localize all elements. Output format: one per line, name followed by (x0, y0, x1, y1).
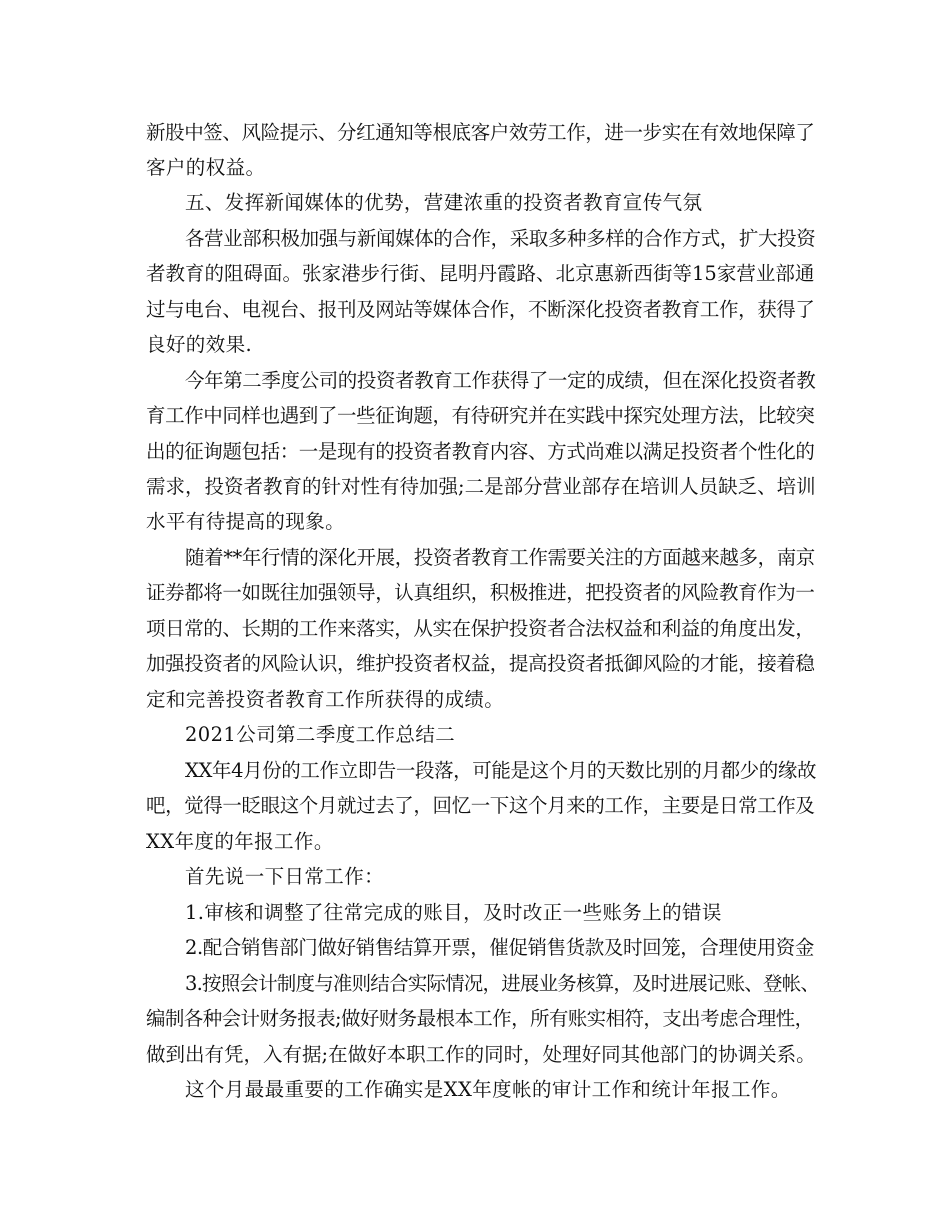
text-line: 各营业部积极加强与新闻媒体的合作，采取多种多样的合作方式，扩大投资 (185, 227, 816, 250)
text-line: 新股中签、风险提示、分红通知等根底客户效劳工作，进一步实在有效地保障了 (146, 121, 815, 144)
text-line: 良好的效果. (146, 333, 253, 356)
text-line: 今年第二季度公司的投资者教育工作获得了一定的成绩，但在深化投资者教 (185, 369, 816, 392)
text-line: 吧，觉得一眨眼这个月就过去了，回忆一下这个月来的工作，主要是日常工作及 (146, 794, 815, 817)
text-line: 者教育的阻碍面。张家港步行街、昆明丹霞路、北京惠新西街等15家营业部通 (146, 262, 815, 285)
text-line: 随着**年行情的深化开展，投资者教育工作需要关注的方面越来越多，南京 (185, 546, 815, 569)
text-line: 客户的权益。 (146, 156, 266, 179)
text-line: XX年4月份的工作立即告一段落，可能是这个月的天数比别的月都少的缘故 (185, 759, 817, 782)
text-line: 过与电台、电视台、报刊及网站等媒体合作，不断深化投资者教育工作，获得了 (146, 298, 815, 321)
text-line: 证券都将一如既往加强领导，认真组织，积极推进，把投资者的风险教育作为一 (146, 581, 815, 604)
section-heading: 2021公司第二季度工作总结二 (185, 723, 456, 746)
text-line: 定和完善投资者教育工作所获得的成绩。 (146, 688, 505, 711)
list-item: 3.按照会计制度与准则结合实际情况，进展业务核算，及时进展记账、登帐、 (185, 972, 820, 995)
text-line: 做到出有凭，入有据;在做好本职工作的同时，处理好同其他部门的协调关系。 (146, 1043, 816, 1066)
text-line: 水平有待提高的现象。 (146, 510, 346, 533)
text-line: 首先说一下日常工作： (185, 865, 385, 888)
list-item: 2.配合销售部门做好销售结算开票，催促销售货款及时回笼，合理使用资金 (185, 936, 815, 959)
text-line: 需求，投资者教育的针对性有待加强;二是部分营业部存在培训人员缺乏、培训 (146, 475, 816, 498)
text-line: XX年度的年报工作。 (146, 830, 334, 853)
text-line: 编制各种会计财务报表;做好财务最根本工作，所有账实相符，支出考虑合理性， (146, 1007, 814, 1030)
text-line: 出的征询题包括：一是现有的投资者教育内容、方式尚难以满足投资者个性化的 (146, 440, 815, 463)
section-heading: 五、发挥新闻媒体的优势，营建浓重的投资者教育宣传气氛 (185, 191, 703, 214)
text-line: 这个月最最重要的工作确实是XX年度帐的审计工作和统计年报工作。 (185, 1078, 791, 1101)
text-line: 育工作中同样也遇到了一些征询题，有待研究并在实践中探究处理方法，比较突 (146, 404, 815, 427)
text-line: 加强投资者的风险认识，维护投资者权益，提高投资者抵御风险的才能，接着稳 (146, 652, 815, 675)
list-item: 1.审核和调整了往常完成的账目，及时改正一些账务上的错误 (185, 901, 722, 924)
text-line: 项日常的、长期的工作来落实，从实在保护投资者合法权益和利益的角度出发， (146, 617, 815, 640)
